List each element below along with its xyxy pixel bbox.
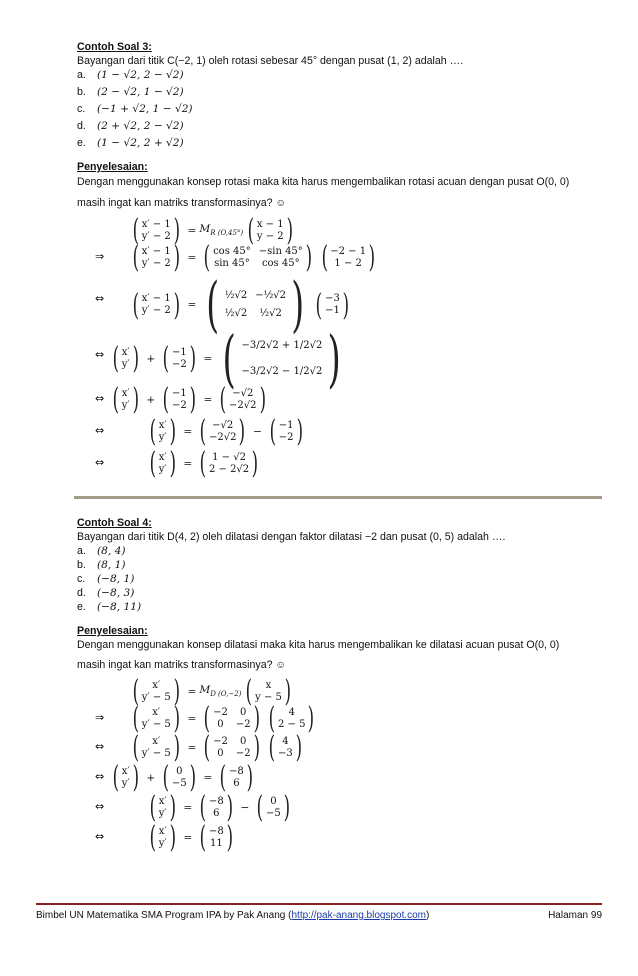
iff-symbol: ⇔ bbox=[95, 830, 105, 843]
option-letter: b. bbox=[77, 86, 86, 98]
footer-rule bbox=[36, 903, 602, 905]
soal3-eq7: ( x′ y′ ) = ( 1 − √2 2 − 2√2 ) bbox=[149, 446, 259, 481]
soal3-eq2: ( x′ − 1 y′ − 2 ) = ( cos 45° −sin 45° sin 45° cos 45° ) ( −2 − 1 1 − 2 ) bbox=[132, 240, 376, 275]
transform-matrix-label: $M_{R (O,45^\circ)}$ bbox=[199, 223, 244, 238]
option-letter: d. bbox=[77, 120, 86, 132]
soal3-eq5: ( x′ y′ ) + ( −1 −2 ) = ( −√2 −2√2 ) bbox=[112, 382, 266, 417]
soal4-option-c: c. (−8, 1) bbox=[77, 573, 135, 585]
soal3-option-c bbox=[77, 102, 193, 116]
soal3-solution-line1: Dengan menggunakan konsep rotasi maka kita harus mengembalikan rotasi acuan dengan pusat O(0, 0) bbox=[77, 176, 570, 188]
soal3-question: Bayangan dari titik C(−2, 1) oleh rotasi sebesar 45° dengan pusat (1, 2) adalah …. bbox=[77, 55, 464, 67]
footer-link[interactable]: http://pak-anang.blogspot.com bbox=[291, 910, 427, 921]
soal3-eq4: ( x′ y′ ) + ( −1 −2 ) = ( −3/2√2 + 1/2√2 −3/2√2 − 1/2√2 ) bbox=[112, 322, 342, 395]
option-letter: e. bbox=[77, 137, 86, 149]
option-text: (−1 + √2, 1 − √2) bbox=[97, 103, 193, 115]
option-text: (2 − √2, 1 − √2) bbox=[97, 86, 184, 98]
footer-text: Bimbel UN Matematika SMA Program IPA by Pak Anang (http://pak-anang.blogspot.com) bbox=[36, 910, 430, 921]
soal3-option-b bbox=[77, 85, 184, 99]
soal3-eq6: ( x′ y′ ) = ( −√2 −2√2 ) − ( −1 −2 ) bbox=[149, 414, 303, 449]
soal3-eq3: ( x′ − 1 y′ − 2 ) = ( ½√2 −½√2 ½√2 ½√2 ) ( −3 −1 ) bbox=[132, 270, 350, 340]
soal3-solution-line2: masih ingat kan matriks transformasinya? ☺ bbox=[77, 197, 287, 209]
iff-symbol: ⇔ bbox=[95, 392, 105, 405]
iff-symbol: ⇔ bbox=[95, 800, 105, 813]
soal4-question: Bayangan dari titik D(4, 2) oleh dilatasi dengan faktor dilatasi −2 dan pusat (0, 5) adalah …. bbox=[77, 531, 506, 543]
soal3-option-a bbox=[77, 68, 184, 82]
soal3-title: Contoh Soal 3: bbox=[77, 41, 152, 53]
option-text: (1 − √2, 2 − √2) bbox=[97, 69, 184, 81]
soal4-solution-title: Penyelesaian: bbox=[77, 625, 148, 637]
iff-symbol: ⇔ bbox=[95, 770, 105, 783]
iff-symbol: ⇔ bbox=[95, 292, 105, 305]
soal4-solution-line2: masih ingat kan matriks transformasinya? ☺ bbox=[77, 659, 287, 671]
soal4-eq5: ( x′ y′ ) = ( −8 6 ) − ( 0 −5 ) bbox=[149, 790, 290, 825]
soal4-eq1: ( x′ y′ − 5 ) = $M_{D (O,-2)}$ ( x y − 5 ) bbox=[132, 674, 291, 709]
soal4-option-b: b. (8, 1) bbox=[77, 559, 126, 571]
section-divider bbox=[74, 496, 602, 499]
soal4-eq2: ( x′ y′ − 5 ) = ( −2 0 0 −2 ) ( 4 2 − 5 ) bbox=[132, 701, 315, 736]
implies-symbol: ⇒ bbox=[95, 711, 105, 724]
iff-symbol: ⇔ bbox=[95, 424, 105, 437]
iff-symbol: ⇔ bbox=[95, 740, 105, 753]
soal4-option-e: e. (−8, 11) bbox=[77, 601, 142, 613]
iff-symbol: ⇔ bbox=[95, 456, 105, 469]
soal3-solution-title: Penyelesaian: bbox=[77, 161, 148, 173]
iff-symbol: ⇔ bbox=[95, 348, 105, 361]
transform-matrix-label: $M_{D (O,-2)}$ bbox=[199, 684, 242, 699]
footer bbox=[36, 910, 602, 921]
matrix: ( x′ − 1 y′ − 2 ) bbox=[132, 213, 180, 248]
soal3-option-d bbox=[77, 119, 184, 133]
option-text: (2 + √2, 2 − √2) bbox=[97, 120, 184, 132]
soal4-eq3: ( x′ y′ − 5 ) = ( −2 0 0 −2 ) ( 4 −3 ) bbox=[132, 730, 302, 765]
soal4-title: Contoh Soal 4: bbox=[77, 517, 152, 529]
option-letter: c. bbox=[77, 103, 86, 115]
soal3-option-e bbox=[77, 136, 184, 150]
soal4-eq4: ( x′ y′ ) + ( 0 −5 ) = ( −8 6 ) bbox=[112, 760, 253, 795]
soal4-eq6: ( x′ y′ ) = ( −8 11 ) bbox=[149, 820, 233, 855]
option-text: (1 − √2, 2 + √2) bbox=[97, 137, 184, 149]
matrix: ( x − 1 y − 2 ) bbox=[247, 213, 293, 248]
page-number: Halaman 99 bbox=[548, 910, 602, 921]
soal3-eq1: ( x′ − 1 y′ − 2 ) = $M_{R (O,45^\circ)}$ ( x − 1 y − 2 ) bbox=[128, 213, 297, 248]
soal4-option-a: a. (8, 4) bbox=[77, 545, 126, 557]
implies-symbol: ⇒ bbox=[95, 250, 105, 263]
option-letter: a. bbox=[77, 69, 86, 81]
soal4-solution-line1: Dengan menggunakan konsep dilatasi maka kita harus mengembalikan ke dilatasi acuan pusat O(0, 0) bbox=[77, 639, 560, 651]
soal4-option-d: d. (−8, 3) bbox=[77, 587, 135, 599]
